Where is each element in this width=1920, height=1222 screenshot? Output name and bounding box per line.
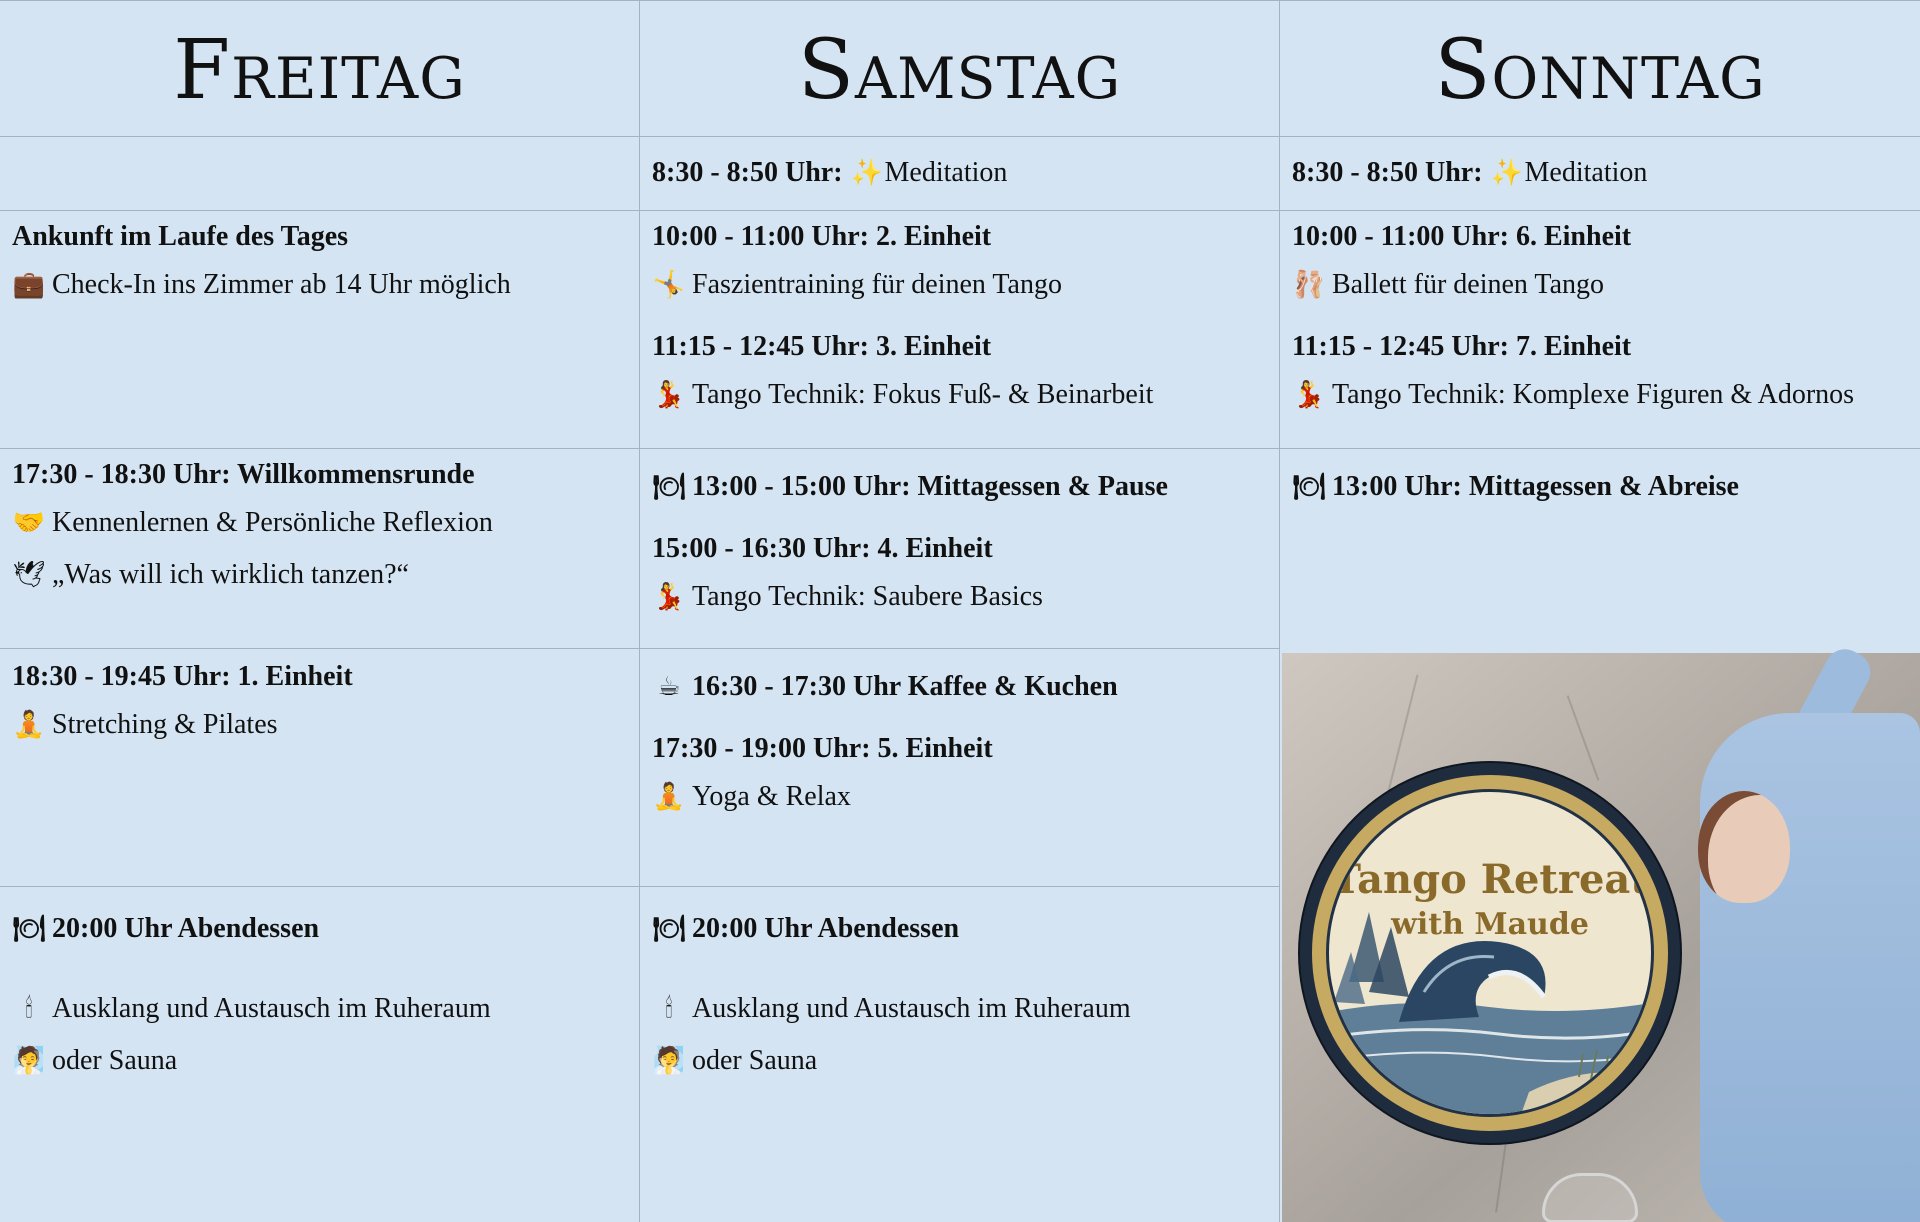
dancer-head [1698,791,1790,903]
unit5-title: 17:30 - 19:00 Uhr: 5. Einheit [652,733,993,764]
retreat-photo-cell [1280,649,1920,1222]
fri-unit1-cell [0,649,640,887]
sun-lunch-cell [1280,449,1920,649]
unit2-desc-line [652,267,1267,303]
logo-title: Tango Retreat [1331,856,1649,903]
dance-shoe [1542,1173,1638,1222]
ballet-shoes-icon: 🩰 [1292,270,1326,300]
fri-arrival-cell [0,211,640,449]
yoga-icon: 🧘 [652,782,686,812]
unit3-desc: Tango Technik: Fokus Fuß- & Beinarbeit [692,379,1154,410]
day-title-friday: Freitag [173,22,466,118]
unit4-title: 15:00 - 16:30 Uhr: 4. Einheit [652,533,993,564]
meditation-label: Meditation [1524,157,1648,188]
coffee-line [652,669,1267,705]
sat-dinner: 20:00 Uhr Abendessen [692,913,960,944]
unit3-title: 11:15 - 12:45 Uhr: 3. Einheit [652,331,992,362]
unit1-desc: Stretching & Pilates [52,709,278,740]
unit4-desc-line [652,579,1267,615]
arrival-title: Ankunft im Laufe des Tages [12,221,349,252]
gymnast-icon: 🤸 [652,270,686,300]
plate-icon: 🍽 [652,914,686,944]
unit2-desc: Faszientraining für deinen Tango [692,269,1062,300]
sat-meditation-line [652,155,1267,191]
unit2-title: 10:00 - 11:00 Uhr: 2. Einheit [652,221,992,252]
coffee-icon: ☕ [657,672,681,702]
handshake-icon: 🤝 [12,508,46,538]
unit5-desc: Yoga & Relax [692,781,851,812]
unit7-title: 11:15 - 12:45 Uhr: 7. Einheit [1292,331,1632,362]
sun-lunch: 13:00 Uhr: Mittagessen & Abreise [1332,471,1739,502]
welcome-line-1 [12,505,627,541]
day-title-sunday: Sonntag [1434,22,1766,118]
retreat-logo [1300,763,1680,1143]
sauna-icon: 🧖 [12,1046,46,1076]
dancer-icon: 💃 [652,582,686,612]
meditation-label: Meditation [884,157,1008,188]
sat-morning-units-cell [640,211,1280,449]
dove-icon: 🕊 [12,560,46,590]
welcome-title: 17:30 - 18:30 Uhr: Willkommensrunde [12,459,475,490]
welcome-text-1: Kennenlernen & Persönliche Reflexion [52,507,493,538]
fri-evening-line-2 [12,1043,627,1079]
fri-morning-cell [0,137,640,211]
plate-icon: 🍽 [12,914,46,944]
sat-dinner-line [652,911,1267,947]
dancer-icon: 💃 [1292,380,1326,410]
fri-evening-line-1 [12,991,627,1027]
unit7-desc: Tango Technik: Komplexe Figuren & Adornos [1332,379,1855,410]
sparkles-icon: ✨ [1490,158,1523,188]
sun-morning-units-cell [1280,211,1920,449]
unit4-desc: Tango Technik: Saubere Basics [692,581,1043,612]
day-title-saturday: Samstag [797,22,1122,118]
meditation-time: 8:30 - 8:50 Uhr: [1292,157,1483,188]
sat-afternoon-cell [640,449,1280,649]
welcome-text-2: „Was will ich wirklich tanzen?“ [52,559,409,590]
header-saturday [640,0,1280,137]
header-friday [0,0,640,137]
sat-evening-2: oder Sauna [692,1045,818,1076]
fri-welcome-cell [0,449,640,649]
fri-evening-1: Ausklang und Austausch im Ruheraum [52,993,491,1024]
yoga-icon: 🧘 [12,710,46,740]
fri-dinner-line [12,911,627,947]
sat-coffee-cell [640,649,1280,887]
dancer-photo [1282,653,1920,1222]
suitcase-icon: 💼 [12,270,46,300]
unit7-desc-line [1292,377,1908,413]
header-sunday [1280,0,1920,137]
unit1-title: 18:30 - 19:45 Uhr: 1. Einheit [12,661,353,692]
logo-subtitle: with Maude [1391,907,1589,942]
plate-icon: 🍽 [652,472,686,502]
unit1-desc-line [12,707,627,743]
sat-evening-line-1 [652,991,1267,1027]
dancer-icon: 💃 [652,380,686,410]
sauna-icon: 🧖 [652,1046,686,1076]
fri-evening-cell [0,887,640,1222]
wave-illustration [1329,792,1654,1117]
unit6-title: 10:00 - 11:00 Uhr: 6. Einheit [1292,221,1632,252]
unit3-desc-line [652,377,1267,413]
sat-meditation-cell [640,137,1280,211]
plate-icon: 🍽 [1292,472,1326,502]
sparkles-icon: ✨ [850,158,883,188]
sun-meditation-cell [1280,137,1920,211]
candle-icon: 🕯 [25,994,33,1024]
checkin-line [12,267,627,303]
unit6-desc: Ballett für deinen Tango [1332,269,1605,300]
fri-dinner: 20:00 Uhr Abendessen [52,913,320,944]
sat-evening-1: Ausklang und Austausch im Ruheraum [692,993,1131,1024]
unit5-desc-line [652,779,1267,815]
welcome-line-2 [12,557,627,593]
coffee-text: 16:30 - 17:30 Uhr Kaffee & Kuchen [692,671,1118,702]
sun-meditation-line [1292,155,1908,191]
checkin-text: Check-In ins Zimmer ab 14 Uhr möglich [52,269,511,300]
sat-evening-line-2 [652,1043,1267,1079]
sat-lunch-line [652,469,1267,505]
sat-evening-cell [640,887,1280,1222]
candle-icon: 🕯 [665,994,673,1024]
sun-lunch-line [1292,469,1908,505]
sat-lunch: 13:00 - 15:00 Uhr: Mittagessen & Pause [692,471,1168,502]
meditation-time: 8:30 - 8:50 Uhr: [652,157,843,188]
unit6-desc-line [1292,267,1908,303]
dancer-figure [1700,713,1920,1222]
fri-evening-2: oder Sauna [52,1045,178,1076]
